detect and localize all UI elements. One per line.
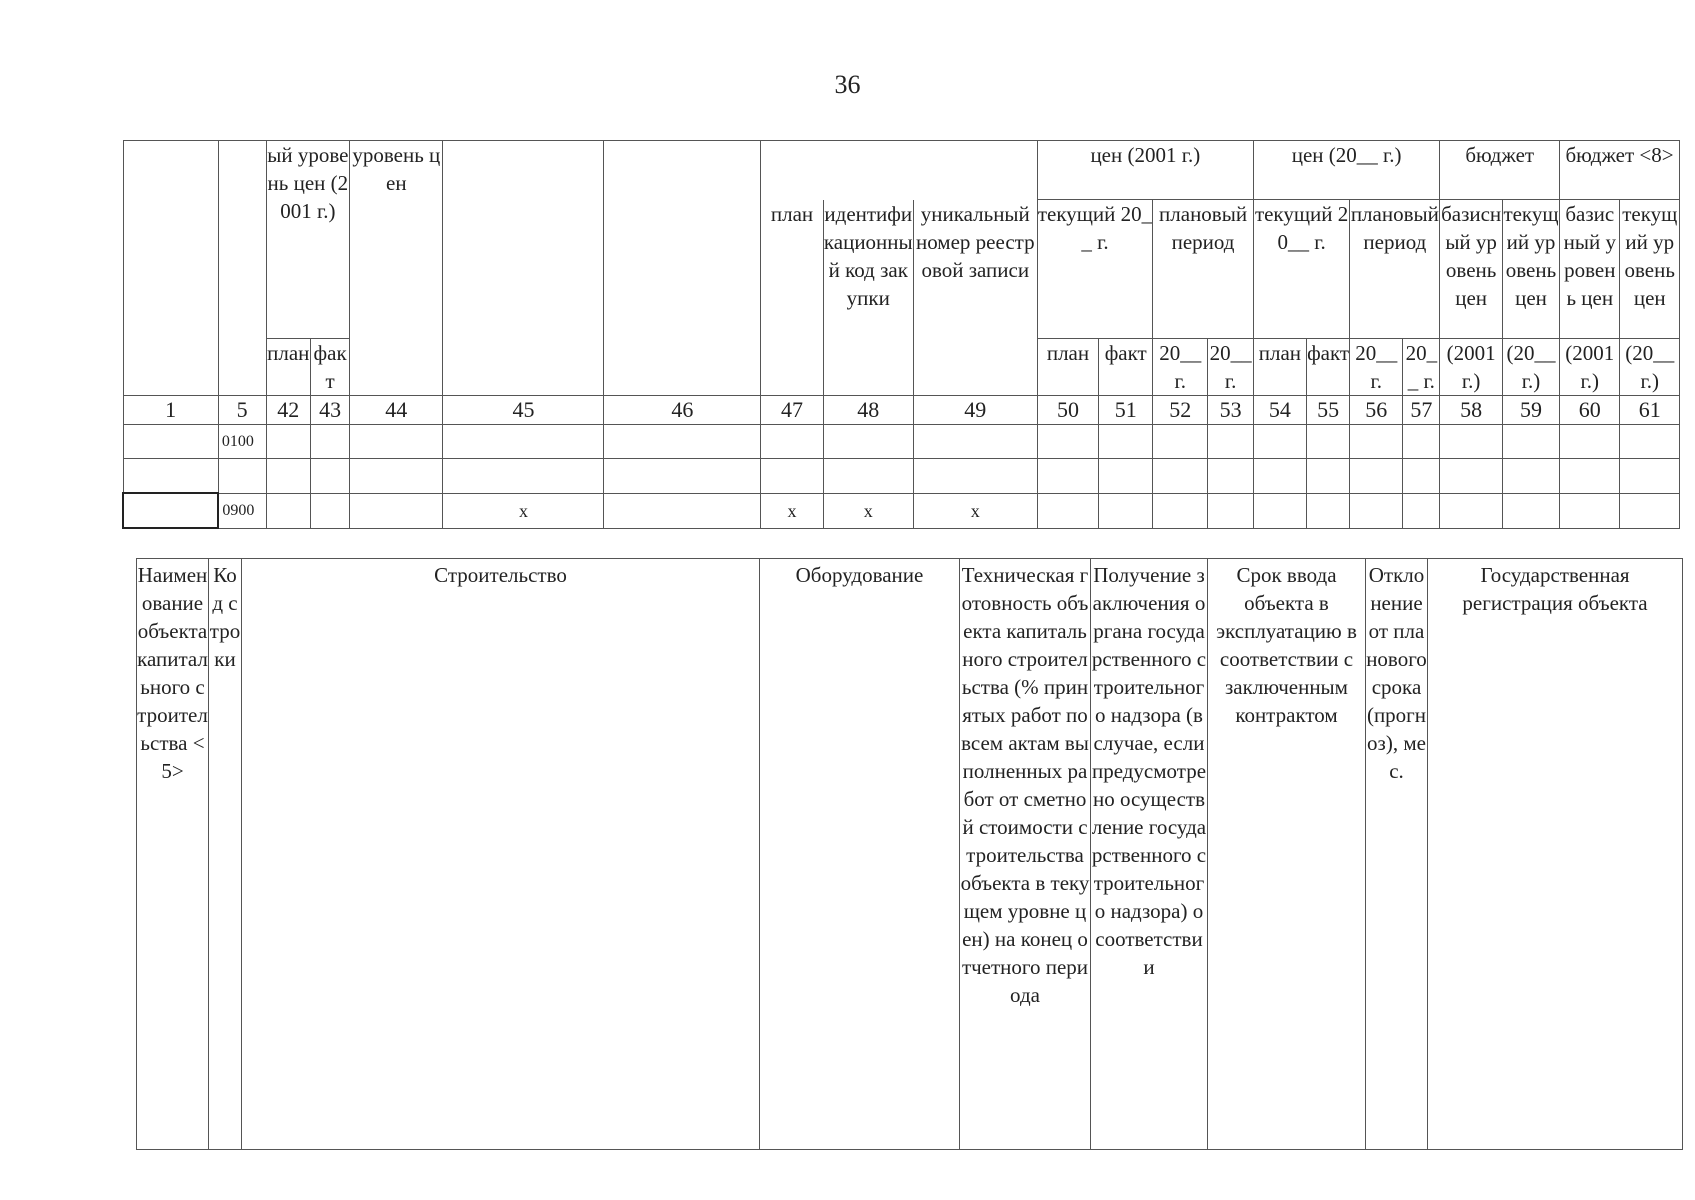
blank-header-col1 bbox=[123, 141, 218, 396]
x-mark-48: x bbox=[823, 493, 913, 528]
data-cell[interactable] bbox=[604, 493, 761, 528]
data-cell[interactable] bbox=[761, 459, 824, 494]
column-number: 42 bbox=[266, 396, 310, 425]
table-row-0100 bbox=[123, 425, 1680, 459]
column-number: 60 bbox=[1560, 396, 1620, 425]
data-cell[interactable] bbox=[1502, 459, 1559, 494]
header-prices-2001: цен (2001 г.) bbox=[1037, 141, 1253, 200]
data-cell[interactable] bbox=[311, 459, 350, 494]
data-cell[interactable] bbox=[1208, 493, 1254, 528]
header-commissioning-date: Срок ввода объекта в эксплуатацию в соответствии с заключенным контрактом bbox=[1208, 559, 1366, 1150]
data-cell[interactable] bbox=[1306, 459, 1349, 494]
page-number: 36 bbox=[834, 70, 861, 99]
column-number: 55 bbox=[1306, 396, 1349, 425]
blank-header-col5 bbox=[218, 141, 266, 396]
column-number: 52 bbox=[1153, 396, 1208, 425]
header-budget8-base-level: базисный уровень цен bbox=[1560, 200, 1620, 339]
column-number: 53 bbox=[1208, 396, 1254, 425]
data-cell[interactable] bbox=[1037, 425, 1098, 459]
data-cell[interactable] bbox=[1253, 425, 1306, 459]
header-planned-period-20: плановый период bbox=[1350, 200, 1440, 339]
column-number: 57 bbox=[1403, 396, 1440, 425]
subheader-year-52: 20__ г. bbox=[1153, 339, 1208, 396]
data-cell[interactable] bbox=[311, 425, 350, 459]
column-number: 58 bbox=[1440, 396, 1503, 425]
cell-name[interactable] bbox=[123, 459, 218, 494]
data-cell[interactable] bbox=[1350, 493, 1403, 528]
subheader-year-57: 20__ г. bbox=[1403, 339, 1440, 396]
data-cell[interactable] bbox=[823, 459, 913, 494]
data-cell[interactable] bbox=[913, 425, 1037, 459]
data-cell[interactable] bbox=[1403, 493, 1440, 528]
row-code-0900: 0900 bbox=[218, 493, 266, 528]
header-planned-period-2001: плановый период bbox=[1153, 200, 1254, 339]
x-mark-49: x bbox=[913, 493, 1037, 528]
subheader-level-58: (2001 г.) bbox=[1440, 339, 1503, 396]
data-cell[interactable] bbox=[1208, 425, 1254, 459]
column-number: 59 bbox=[1502, 396, 1559, 425]
column-number: 56 bbox=[1350, 396, 1403, 425]
data-cell[interactable] bbox=[1153, 459, 1208, 494]
header-row-code: Код строки bbox=[209, 559, 242, 1150]
subheader-fact-43: факт bbox=[311, 339, 350, 396]
data-cell[interactable] bbox=[1099, 493, 1153, 528]
data-cell[interactable] bbox=[1253, 493, 1306, 528]
data-cell[interactable] bbox=[1253, 459, 1306, 494]
column-number: 43 bbox=[311, 396, 350, 425]
column-number: 54 bbox=[1253, 396, 1306, 425]
data-cell[interactable] bbox=[1208, 459, 1254, 494]
data-cell[interactable] bbox=[1350, 459, 1403, 494]
column-number: 46 bbox=[604, 396, 761, 425]
header-plan: план bbox=[761, 200, 824, 396]
subheader-plan-50: план bbox=[1037, 339, 1098, 396]
data-cell[interactable] bbox=[1440, 459, 1503, 494]
data-cell[interactable] bbox=[311, 493, 350, 528]
subheader-year-56: 20__ г. bbox=[1350, 339, 1403, 396]
subheader-level-61: (20__ г.) bbox=[1620, 339, 1680, 396]
column-number: 49 bbox=[913, 396, 1037, 425]
data-cell[interactable] bbox=[761, 425, 824, 459]
header-object-name: Наименование объекта капитального строительства <5> bbox=[137, 559, 209, 1150]
selected-cell-name[interactable] bbox=[123, 493, 218, 528]
header-current-year-2001: текущий 20__ г. bbox=[1037, 200, 1152, 339]
column-number: 5 bbox=[218, 396, 266, 425]
header-price-level: уровень цен bbox=[350, 141, 443, 396]
column-number: 48 bbox=[823, 396, 913, 425]
data-cell[interactable] bbox=[266, 459, 310, 494]
header-budget-8: бюджет <8> bbox=[1560, 141, 1680, 200]
header-budget8-current-level: текущий уровень цен bbox=[1620, 200, 1680, 339]
column-number: 50 bbox=[1037, 396, 1098, 425]
subheader-level-60: (2001 г.) bbox=[1560, 339, 1620, 396]
data-cell[interactable] bbox=[1153, 425, 1208, 459]
column-number: 47 bbox=[761, 396, 824, 425]
blank-header-col46 bbox=[604, 141, 761, 396]
data-cell[interactable] bbox=[1560, 493, 1620, 528]
data-cell[interactable] bbox=[266, 493, 310, 528]
data-cell[interactable] bbox=[1306, 425, 1349, 459]
data-cell[interactable] bbox=[913, 459, 1037, 494]
subheader-plan-54: план bbox=[1253, 339, 1306, 396]
table-row-empty bbox=[123, 459, 1680, 494]
table-row-0900 bbox=[123, 493, 1680, 528]
blank-header-col45 bbox=[443, 141, 604, 396]
data-cell[interactable] bbox=[1037, 459, 1098, 494]
header-budget-base-level: базисный уровень цен bbox=[1440, 200, 1503, 339]
data-cell[interactable] bbox=[1502, 425, 1559, 459]
data-cell[interactable] bbox=[604, 459, 761, 494]
data-cell[interactable] bbox=[1620, 459, 1680, 494]
header-registry-number: уникальный номер реестровой записи bbox=[913, 200, 1037, 396]
column-number: 1 bbox=[123, 396, 218, 425]
lower-table bbox=[136, 558, 1683, 1150]
data-cell[interactable] bbox=[266, 425, 310, 459]
data-cell[interactable] bbox=[823, 425, 913, 459]
x-mark-45: x bbox=[443, 493, 604, 528]
header-procurement-id-code: идентификационный код закупки bbox=[823, 200, 913, 396]
header-equipment: Оборудование bbox=[760, 559, 960, 1150]
data-cell[interactable] bbox=[1153, 493, 1208, 528]
data-cell[interactable] bbox=[1620, 493, 1680, 528]
upper-table bbox=[122, 140, 1680, 529]
header-technical-readiness: Техническая готовность объекта капитального строительства (% принятых работ по всем актам выполненных работ от сметной стоимости строительства объекта в текущем уровне цен) на конец отчетного периода bbox=[960, 559, 1091, 1150]
data-cell[interactable] bbox=[350, 459, 443, 494]
header-prices-20: цен (20__ г.) bbox=[1253, 141, 1439, 200]
header-state-registration: Государственная регистрация объекта bbox=[1428, 559, 1683, 1150]
data-cell[interactable] bbox=[1620, 425, 1680, 459]
data-cell[interactable] bbox=[1403, 425, 1440, 459]
data-cell[interactable] bbox=[350, 425, 443, 459]
subheader-fact-51: факт bbox=[1099, 339, 1153, 396]
data-cell[interactable] bbox=[1502, 493, 1559, 528]
header-budget: бюджет bbox=[1440, 141, 1560, 200]
subheader-level-59: (20__ г.) bbox=[1502, 339, 1559, 396]
data-cell[interactable] bbox=[1440, 493, 1503, 528]
subheader-fact-55: факт bbox=[1306, 339, 1349, 396]
subheader-plan-42: план bbox=[266, 339, 310, 396]
data-cell[interactable] bbox=[443, 459, 604, 494]
blank-header-procurement bbox=[761, 141, 1038, 200]
cell-name[interactable] bbox=[123, 425, 218, 459]
data-cell[interactable] bbox=[1560, 425, 1620, 459]
data-cell[interactable] bbox=[1440, 425, 1503, 459]
data-cell[interactable] bbox=[1099, 425, 1153, 459]
subheader-year-53: 20__ г. bbox=[1208, 339, 1254, 396]
header-deviation: Отклонение от планового срока (прогноз), мес. bbox=[1366, 559, 1428, 1150]
data-cell[interactable] bbox=[604, 425, 761, 459]
header-budget-current-level: текущий уровень цен bbox=[1502, 200, 1559, 339]
x-mark-47: x bbox=[761, 493, 824, 528]
header-construction: Строительство bbox=[242, 559, 760, 1150]
data-cell[interactable] bbox=[1350, 425, 1403, 459]
header-supervision-conclusion: Получение заключения органа государственного строительного надзора (в случае, если предусмотрено осуществление государственного строительного надзора) о соответствии bbox=[1091, 559, 1208, 1150]
data-cell[interactable] bbox=[1306, 493, 1349, 528]
data-cell[interactable] bbox=[1560, 459, 1620, 494]
data-cell[interactable] bbox=[1403, 459, 1440, 494]
column-number: 61 bbox=[1620, 396, 1680, 425]
data-cell[interactable] bbox=[350, 493, 443, 528]
column-number: 51 bbox=[1099, 396, 1153, 425]
row-code-0100: 0100 bbox=[218, 425, 266, 459]
header-current-year-20: текущий 20__ г. bbox=[1253, 200, 1349, 339]
data-cell[interactable] bbox=[443, 425, 604, 459]
column-number: 44 bbox=[350, 396, 443, 425]
data-cell[interactable] bbox=[1037, 493, 1098, 528]
header-price-level-2001: ый уровень цен (2001 г.) bbox=[266, 141, 350, 339]
data-cell[interactable] bbox=[1099, 459, 1153, 494]
row-code-empty bbox=[218, 459, 266, 494]
column-number: 45 bbox=[443, 396, 604, 425]
